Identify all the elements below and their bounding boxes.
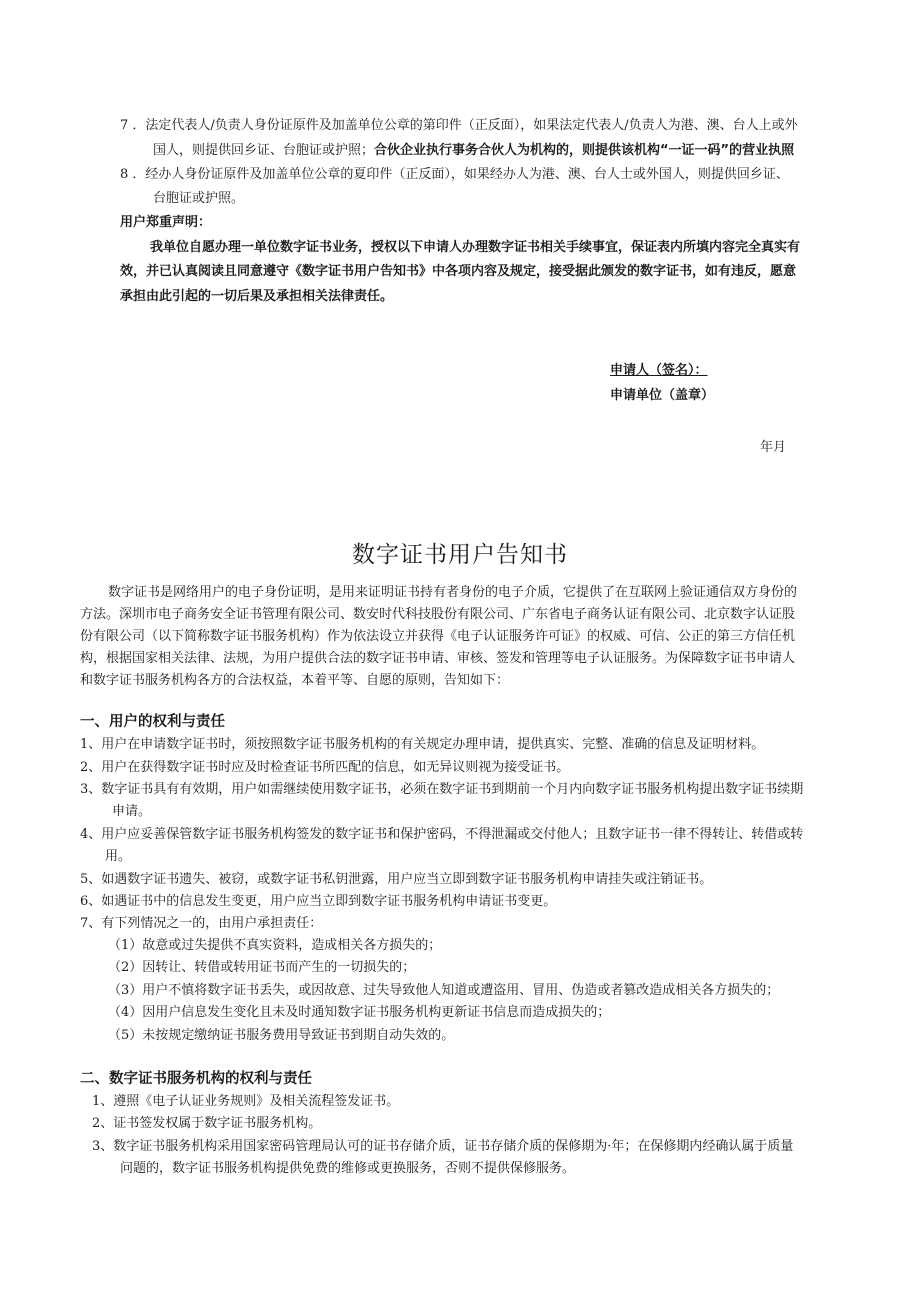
- date-label: 年月: [760, 440, 787, 455]
- declaration-line-1: 我单位自愿办理一单位数字证书业务，授权以下申请人办理数字证书相关手续事宜，保证表内所填内容完全真实有: [150, 240, 801, 255]
- s1-item-5: 5、如遇数字证书遗失、被窃，或数字证书私钥泄露，用户应当立即到数字证书服务机构申请挂失或注销证书。: [80, 872, 713, 887]
- intro-line-2: 方法。深圳市电子商务安全证书管理有限公司、数安时代科技股份有限公司、广东省电子商务认证有限公司、北京数字认证股: [80, 607, 796, 622]
- item-7-line-2-bold: 合伙企业执行事务合伙人为机构的，则提供该机构“一证一码”的营业执照: [374, 143, 795, 158]
- s1-item-7-sub-5: （5）未按规定缴纳证书服务费用导致证书到期自动失效的。: [108, 1028, 455, 1043]
- item-7-line-1: 7 ．法定代表人/负责人身份证原件及加盖单位公章的第印件（正反面），如果法定代表人/负责人为港、澳、台人上或外: [120, 118, 798, 133]
- s2-item-3-line-1: 3、数字证书服务机构采用国家密码管理局认可的证书存储介质，证书存储介质的保修期为·年；在保修期内经确认属于质量: [92, 1139, 794, 1154]
- applicant-signature-label: 申请人（签名）：: [610, 363, 708, 378]
- section-1-heading: 一、用户的权利与责任: [80, 714, 225, 730]
- s1-item-3-line-1: 3、数字证书具有有效期，用户如需继续使用数字证书，必须在数字证书到期前一个月内向数字证书服务机构提出数字证书续期: [80, 782, 804, 797]
- intro-line-4: 构，根据国家相关法律、法规，为用户提供合法的数字证书申请、审核、签发和管理等电子认证服务。为保障数字证书申请人: [80, 651, 796, 666]
- section-2-heading: 二、数字证书服务机构的权利与责任: [80, 1071, 312, 1087]
- s1-item-2: 2、用户在获得数字证书时应及时检查证书所匹配的信息，如无异议则视为接受证书。: [80, 760, 570, 775]
- s1-item-1: 1、用户在申请数字证书时，须按照数字证书服务机构的有关规定办理申请，提供真实、完整、准确的信息及证明材料。: [80, 737, 765, 752]
- item-8-line-2: 台胞证或护照。: [153, 191, 245, 206]
- s1-item-4-line-1: 4、用户应妥善保管数字证书服务机构签发的数字证书和保护密码，不得泄漏或交付他人；且数字证书一律不得转让、转借或转: [80, 827, 804, 842]
- applicant-unit-seal-label: 申请单位（盖章）: [610, 388, 715, 403]
- s1-item-7-sub-4: （4）因用户信息发生变化且未及时通知数字证书服务机构更新证书信息而造成损失的；: [108, 1005, 611, 1020]
- intro-line-3: 份有限公司（以下简称数字证书服务机构）作为依法设立并获得《电子认证服务许可证》的权威、可信、公正的第三方信任机: [80, 629, 796, 644]
- item-7-line-2-plain: 国人，则提供回乡证、台胞证或护照；: [153, 143, 375, 158]
- item-8-line-1: 8 ．经办人身份证原件及加盖单位公章的夏印件（正反面），如果经办人为港、澳、台人士或外国人，则提供回乡证、: [120, 167, 789, 182]
- declaration-line-3: 承担由此引起的一切后果及承担相关法律责任。: [120, 289, 394, 304]
- declaration-heading: 用户郑重声明：: [120, 215, 212, 230]
- s2-item-3-line-2: 问题的，数字证书服务机构提供免费的维修或更换服务，否则不提供保修服务。: [120, 1161, 576, 1176]
- s1-item-7: 7、有下列情况之一的，由用户承担责任：: [80, 916, 323, 931]
- s1-item-3-line-2: 申请。: [112, 804, 152, 819]
- s2-item-2: 2、证书签发权属于数字证书服务机构。: [92, 1116, 322, 1131]
- declaration-line-2: 效，并已认真阅读且同意遵守《数字证书用户告知书》中各项内容及规定，接受据此颁发的数字证书，如有违反，愿意: [120, 264, 797, 279]
- s1-item-7-sub-2: （2）因转让、转借或转用证书而产生的一切损失的；: [108, 960, 416, 975]
- item-7-line-2: [153, 142, 794, 160]
- intro-line-5: 和数字证书服务机构各方的合法权益，本着平等、自愿的原则，告知如下：: [80, 673, 510, 688]
- s2-item-1: 1、遵照《电子认证业务规则》及相关流程签发证书。: [92, 1094, 400, 1109]
- intro-line-1: 数字证书是网络用户的电子身份证明，是用来证明证书持有者身份的电子介质，它提供了在互联网上验证通信双方身份的: [108, 585, 798, 600]
- s1-item-4-line-2: 用。: [105, 849, 132, 864]
- notice-title: 数字证书用户告知书: [352, 542, 568, 568]
- s1-item-6: 6、如遇证书中的信息发生变更，用户应当立即到数字证书服务机构申请证书变更。: [80, 894, 557, 909]
- s1-item-7-sub-1: （1）故意或过失提供不真实资料，造成相关各方损失的；: [108, 938, 442, 953]
- s1-item-7-sub-3: （3）用户不慎将数字证书丢失，或因故意、过失导致他人知道或遭盗用、冒用、伪造或者篡改造成相关各方损失的；: [108, 983, 780, 998]
